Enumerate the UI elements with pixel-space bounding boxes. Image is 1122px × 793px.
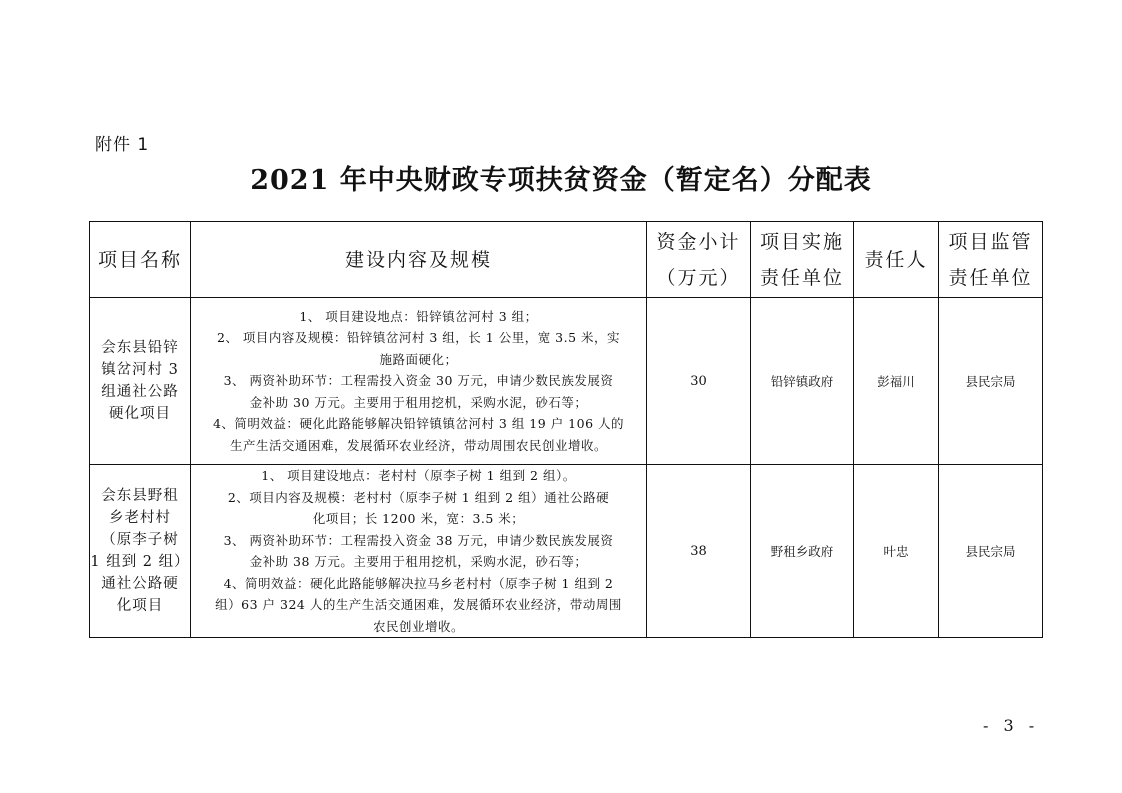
header-supervise-unit: 项目监管 责任单位 [939, 222, 1043, 298]
responsible-cell: 彭福川 [854, 298, 939, 465]
allocation-table [89, 221, 1043, 638]
supervise-unit-cell: 县民宗局 [939, 298, 1043, 465]
page-number: - 3 - [983, 716, 1040, 735]
header-amount: 资金小计 （万元） [647, 222, 751, 298]
impl-unit-cell: 铅锌镇政府 [751, 298, 854, 465]
responsible-cell: 叶忠 [854, 465, 939, 638]
header-project-name: 项目名称 [90, 222, 191, 298]
header-responsible: 责任人 [854, 222, 939, 298]
supervise-unit-cell: 县民宗局 [939, 465, 1043, 638]
table-row [90, 465, 1043, 638]
header-impl-unit: 项目实施 责任单位 [751, 222, 854, 298]
project-name-cell: 会东县野租 乡老村村 （原李子树 1 组到 2 组） 通社公路硬 化项目 [90, 465, 191, 638]
project-name-cell: 会东县铅锌 镇岔河村 3 组通社公路 硬化项目 [90, 298, 191, 465]
content-cell: 1、 项目建设地点：铅锌镇岔河村 3 组； 2、 项目内容及规模：铅锌镇岔河村 3 组，长 1 公里，宽 3.5 米，实 施路面硬化； 3、 两资补助环节：工程需投入资金 30 万元，申请少数民族发展资 金补助 30 万元。主要用于租用挖机，采购水泥，砂石等； 4、简明效益：硬化此路能够解决铅锌镇镇岔河村 3 组 19 户 106 人的 生产生活交通困难，发展循环农业经济，带动周围农民创业增收。 [191, 298, 647, 465]
document-title: 2021 年中央财政专项扶贫资金（暂定名）分配表 [250, 165, 872, 196]
impl-unit-cell: 野租乡政府 [751, 465, 854, 638]
amount-cell: 30 [647, 298, 751, 465]
attachment-label: 附件 1 [95, 135, 150, 155]
table-header-row [90, 222, 1043, 298]
header-content: 建设内容及规模 [191, 222, 647, 298]
table-row [90, 298, 1043, 465]
amount-cell: 38 [647, 465, 751, 638]
content-cell: 1、 项目建设地点：老村村（原李子树 1 组到 2 组）。 2、项目内容及规模：老村村（原李子树 1 组到 2 组）通社公路硬 化项目；长 1200 米，宽：3.5 米； 3、 两资补助环节：工程需投入资金 38 万元，申请少数民族发展资 金补助 38 万元。主要用于租用挖机，采购水泥，砂石等； 4、简明效益：硬化此路能够解决拉马乡老村村（原李子树 1 组到 2 组）63 户 324 人的生产生活交通困难，发展循环农业经济，带动周围 农民创业增收。 [191, 465, 647, 638]
